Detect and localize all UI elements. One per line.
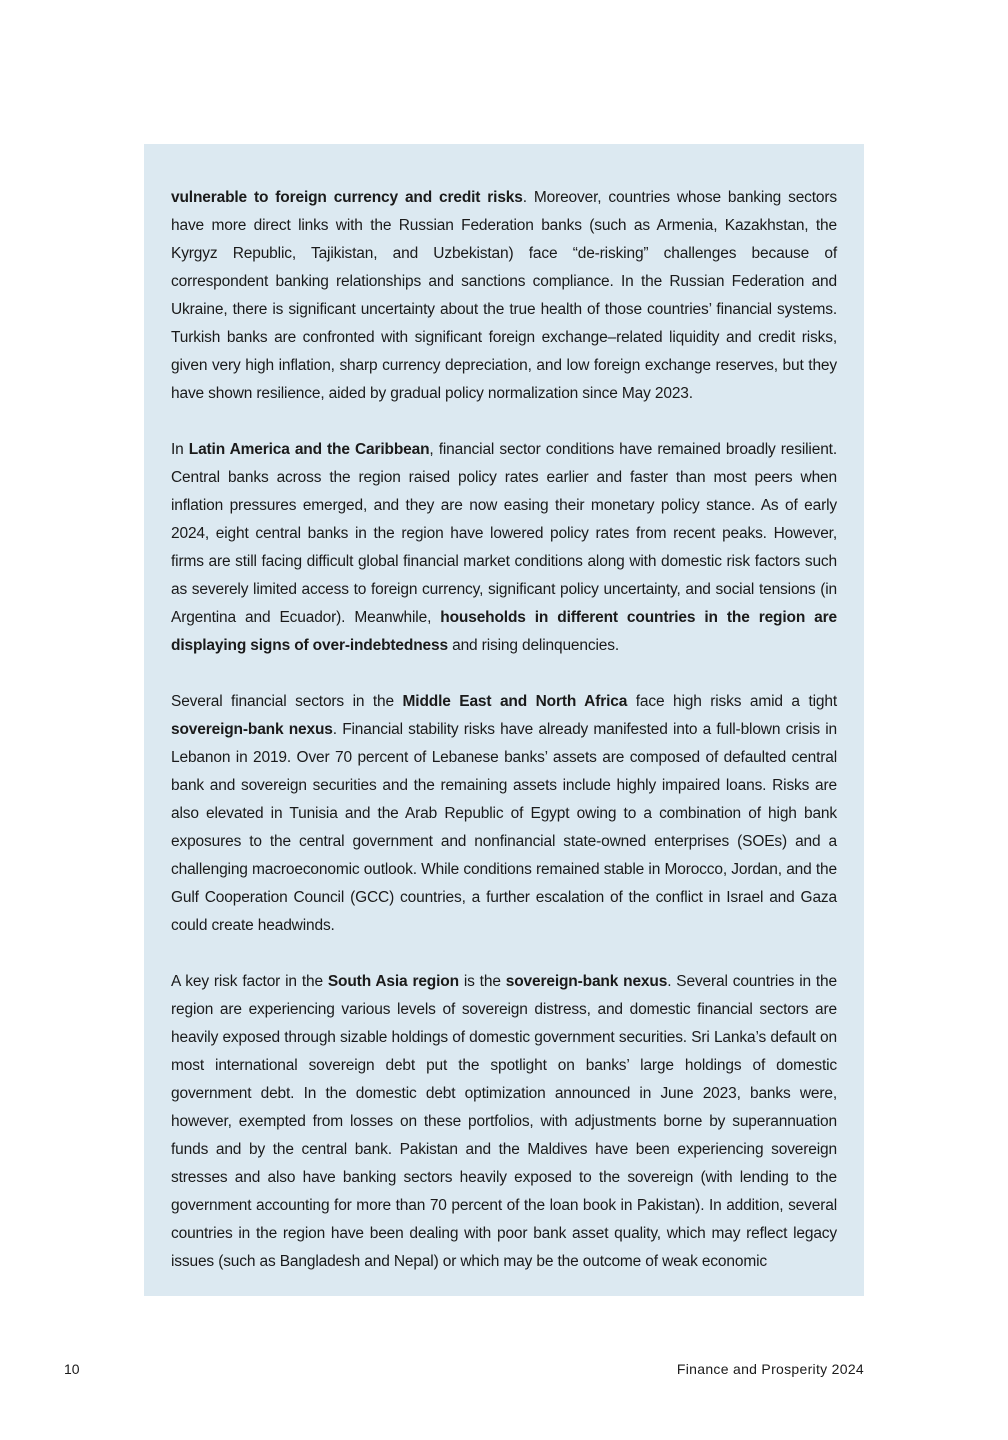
text-run: , financial sector conditions have remained broadly resilient. Central banks across the region raised policy rates earlier and faster than most peers when inflation pressures emerged, and they are now easing their monetary policy stance. As of early 2024, eight central banks in the region have lowered policy rates from recent peaks. However, firms are still facing difficult global financial market conditions along with domestic risk factors such as severely limited access to foreign currency, significant policy uncertainty, and social tensions (in Argentina and Ecuador). Meanwhile, [171, 441, 837, 626]
paragraph-latin-america [171, 436, 837, 660]
text-run: and rising delinquencies. [447, 637, 619, 654]
text-run: In [171, 441, 189, 458]
text-run: A key risk factor in the [171, 973, 328, 990]
bold-phrase: sovereign-bank nexus [171, 721, 333, 738]
region-name: Middle East and North Africa [402, 693, 628, 710]
bold-phrase: vulnerable to foreign currency and credit risks [171, 189, 523, 206]
text-run: Several financial sectors in the [171, 693, 403, 710]
region-name: Latin America and the Caribbean [188, 441, 430, 458]
region-name: South Asia region [327, 973, 459, 990]
publication-title: Finance and Prosperity 2024 [676, 1361, 864, 1377]
paragraph-europe-central-asia [171, 184, 837, 408]
text-run: . Financial stability risks have already manifested into a full-blown crisis in Lebanon in 2019. Over 70 percent of Lebanese banks’ assets are composed of defaulted central bank and sovereign securities and the remaining assets include highly impaired loans. Risks are also elevated in Tunisia and the Arab Republic of Egypt owing to a combination of high bank exposures to the central government and nonfinancial state-owned enterprises (SOEs) and a challenging macroeconomic outlook. While conditions remained stable in Morocco, Jordan, and the Gulf Cooperation Council (GCC) countries, a further escalation of the conflict in Israel and Gaza could create headwinds. [171, 721, 837, 934]
bold-phrase: households in different countries in the region are displaying signs of over-indebtedness [171, 609, 838, 654]
bold-phrase: sovereign-bank nexus [505, 973, 668, 990]
text-run: . Moreover, countries whose banking sectors have more direct links with the Russian Federation banks (such as Armenia, Kazakhstan, the Kyrgyz Republic, Tajikistan, and Uzbekistan) face “de-risking” challenges because of correspondent banking relationships and sanctions compliance. In the Russian Federation and Ukraine, there is significant uncertainty about the true health of those countries’ financial systems. Turkish banks are confronted with significant foreign exchange–related liquidity and credit risks, given very high inflation, sharp currency depreciation, and low foreign exchange reserves, but they have shown resilience, aided by gradual policy normalization since May 2023. [171, 189, 837, 402]
text-run: . Several countries in the region are experiencing various levels of sovereign distress, and domestic financial sectors are heavily exposed through sizable holdings of domestic government securities. Sri Lanka’s default on most international sovereign debt put the spotlight on banks’ large holdings of domestic government debt. In the domestic debt optimization announced in June 2023, banks were, however, exempted from losses on these portfolios, with adjustments borne by superannuation funds and by the central bank. Pakistan and the Maldives have been experiencing sovereign stresses and also have banking sectors heavily exposed to the sovereign (with lending to the government accounting for more than 70 percent of the loan book in Pakistan). In addition, several countries in the region have been dealing with poor bank asset quality, which may reflect legacy issues (such as Bangladesh and Nepal) or which may be the outcome of weak economic [171, 973, 837, 1270]
text-run: face high risks amid a tight [627, 693, 837, 710]
text-run: is the [458, 973, 506, 990]
page-number: 10 [64, 1361, 80, 1377]
paragraph-south-asia [171, 968, 837, 1276]
paragraph-middle-east-north-africa [171, 688, 837, 940]
regional-risks-box [144, 144, 864, 1296]
